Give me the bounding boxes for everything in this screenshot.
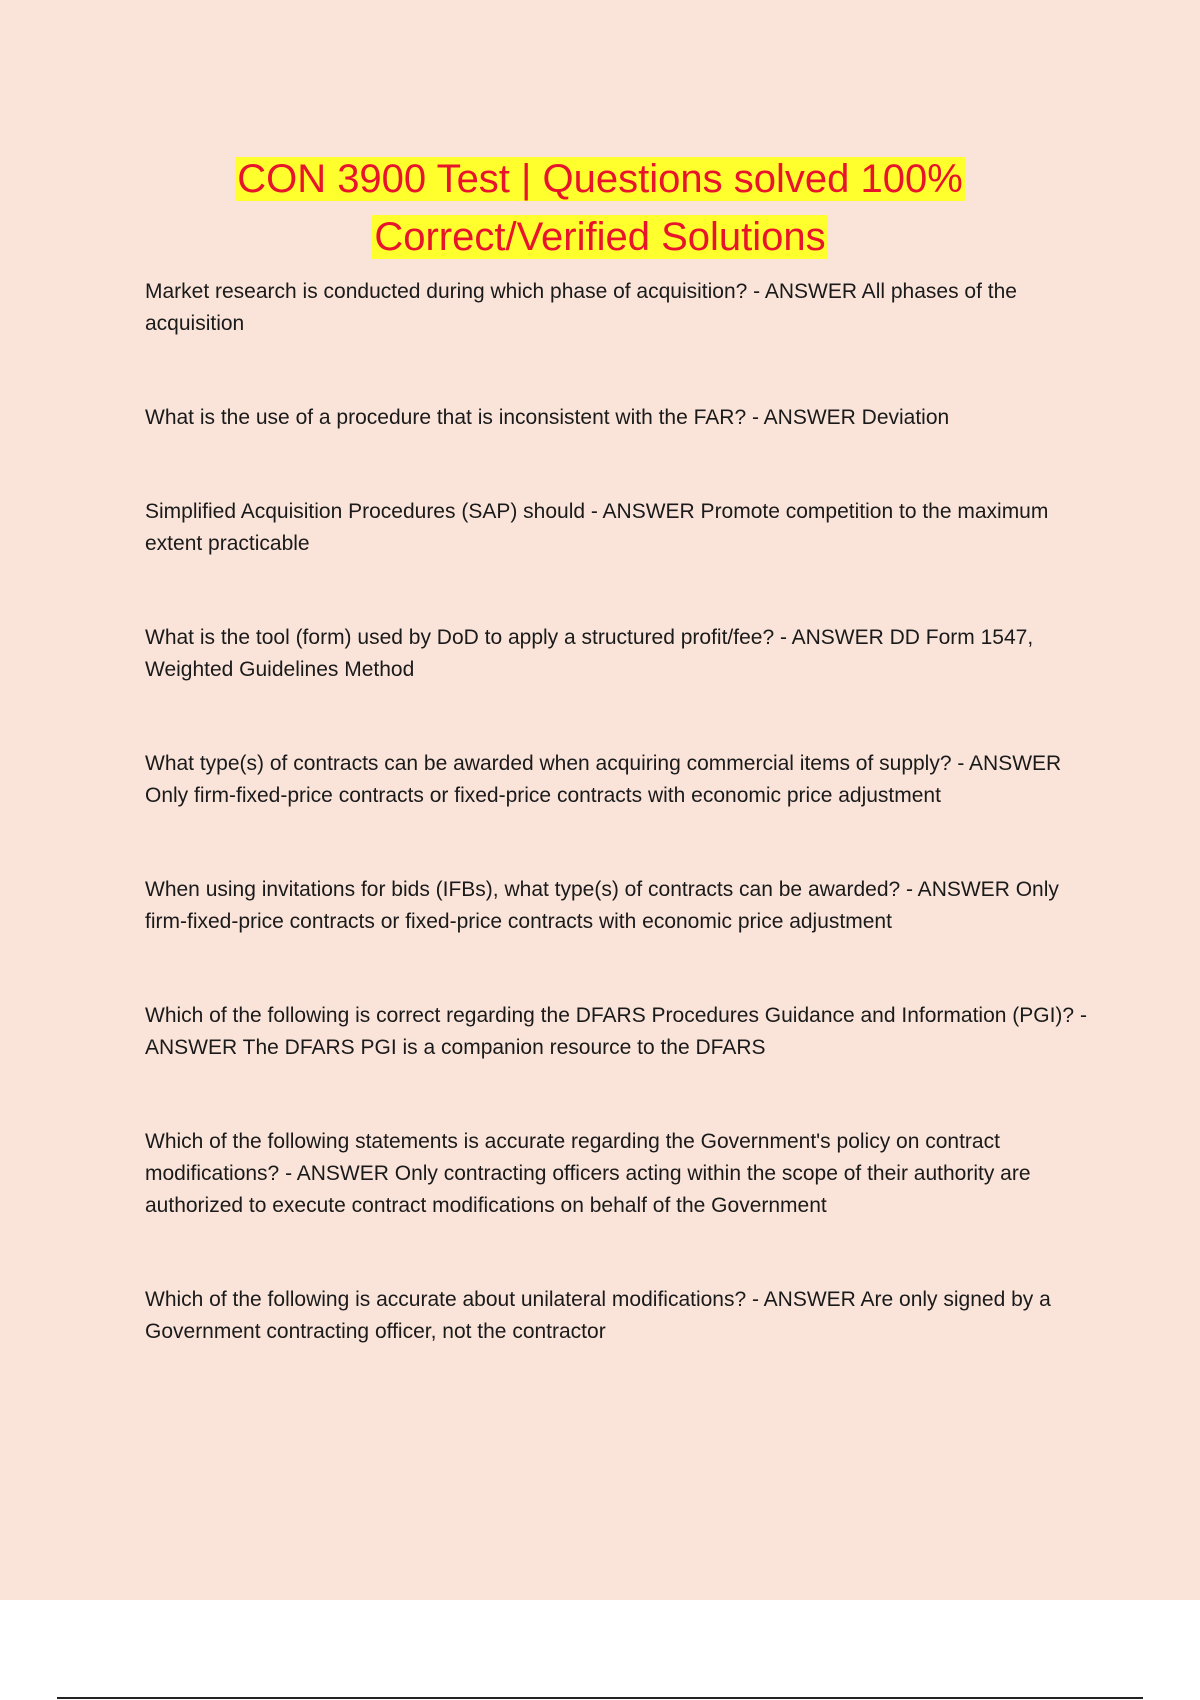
qa-item-9: Which of the following is accurate about unilateral modifications? - ANSWER Are only signed by a Government contracting officer, not the contractor — [145, 1288, 1051, 1343]
qa-item-4: What is the tool (form) used by DoD to apply a structured profit/fee? - ANSWER DD Form 1547, Weighted Guidelines Method — [145, 626, 1034, 681]
title-line-1: CON 3900 Test | Questions solved 100% — [237, 157, 963, 201]
title-line-2: Correct/Verified Solutions — [374, 215, 826, 259]
qa-item-1: Market research is conducted during which phase of acquisition? - ANSWER All phases of the acquisition — [145, 280, 1017, 335]
qa-item-6: When using invitations for bids (IFBs), what type(s) of contracts can be awarded? - ANSWER Only firm-fixed-price contracts or fixed-price contracts with economic price adjustment — [145, 878, 1059, 933]
document-title — [100, 150, 1100, 266]
qa-item-3: Simplified Acquisition Procedures (SAP) should - ANSWER Promote competition to the maximum extent practicable — [145, 500, 1049, 555]
qa-item-7: Which of the following is correct regarding the DFARS Procedures Guidance and Information (PGI)? - ANSWER The DFARS PGI is a companion resource to the DFARS — [145, 1004, 1087, 1059]
qa-item-5: What type(s) of contracts can be awarded when acquiring commercial items of supply? - ANSWER Only firm-fixed-price contracts or fixed-price contracts with economic price adjustment — [145, 752, 1062, 807]
qa-item-2: What is the use of a procedure that is inconsistent with the FAR? - ANSWER Deviation — [145, 406, 950, 429]
qa-item-8: Which of the following statements is accurate regarding the Government's policy on contract modifications? - ANSWER Only contracting officers acting within the scope of their authority are authorized to execute contract modifications on behalf of the Government — [145, 1130, 1031, 1217]
footer-divider — [57, 1697, 1143, 1699]
qa-list — [145, 276, 1095, 1410]
